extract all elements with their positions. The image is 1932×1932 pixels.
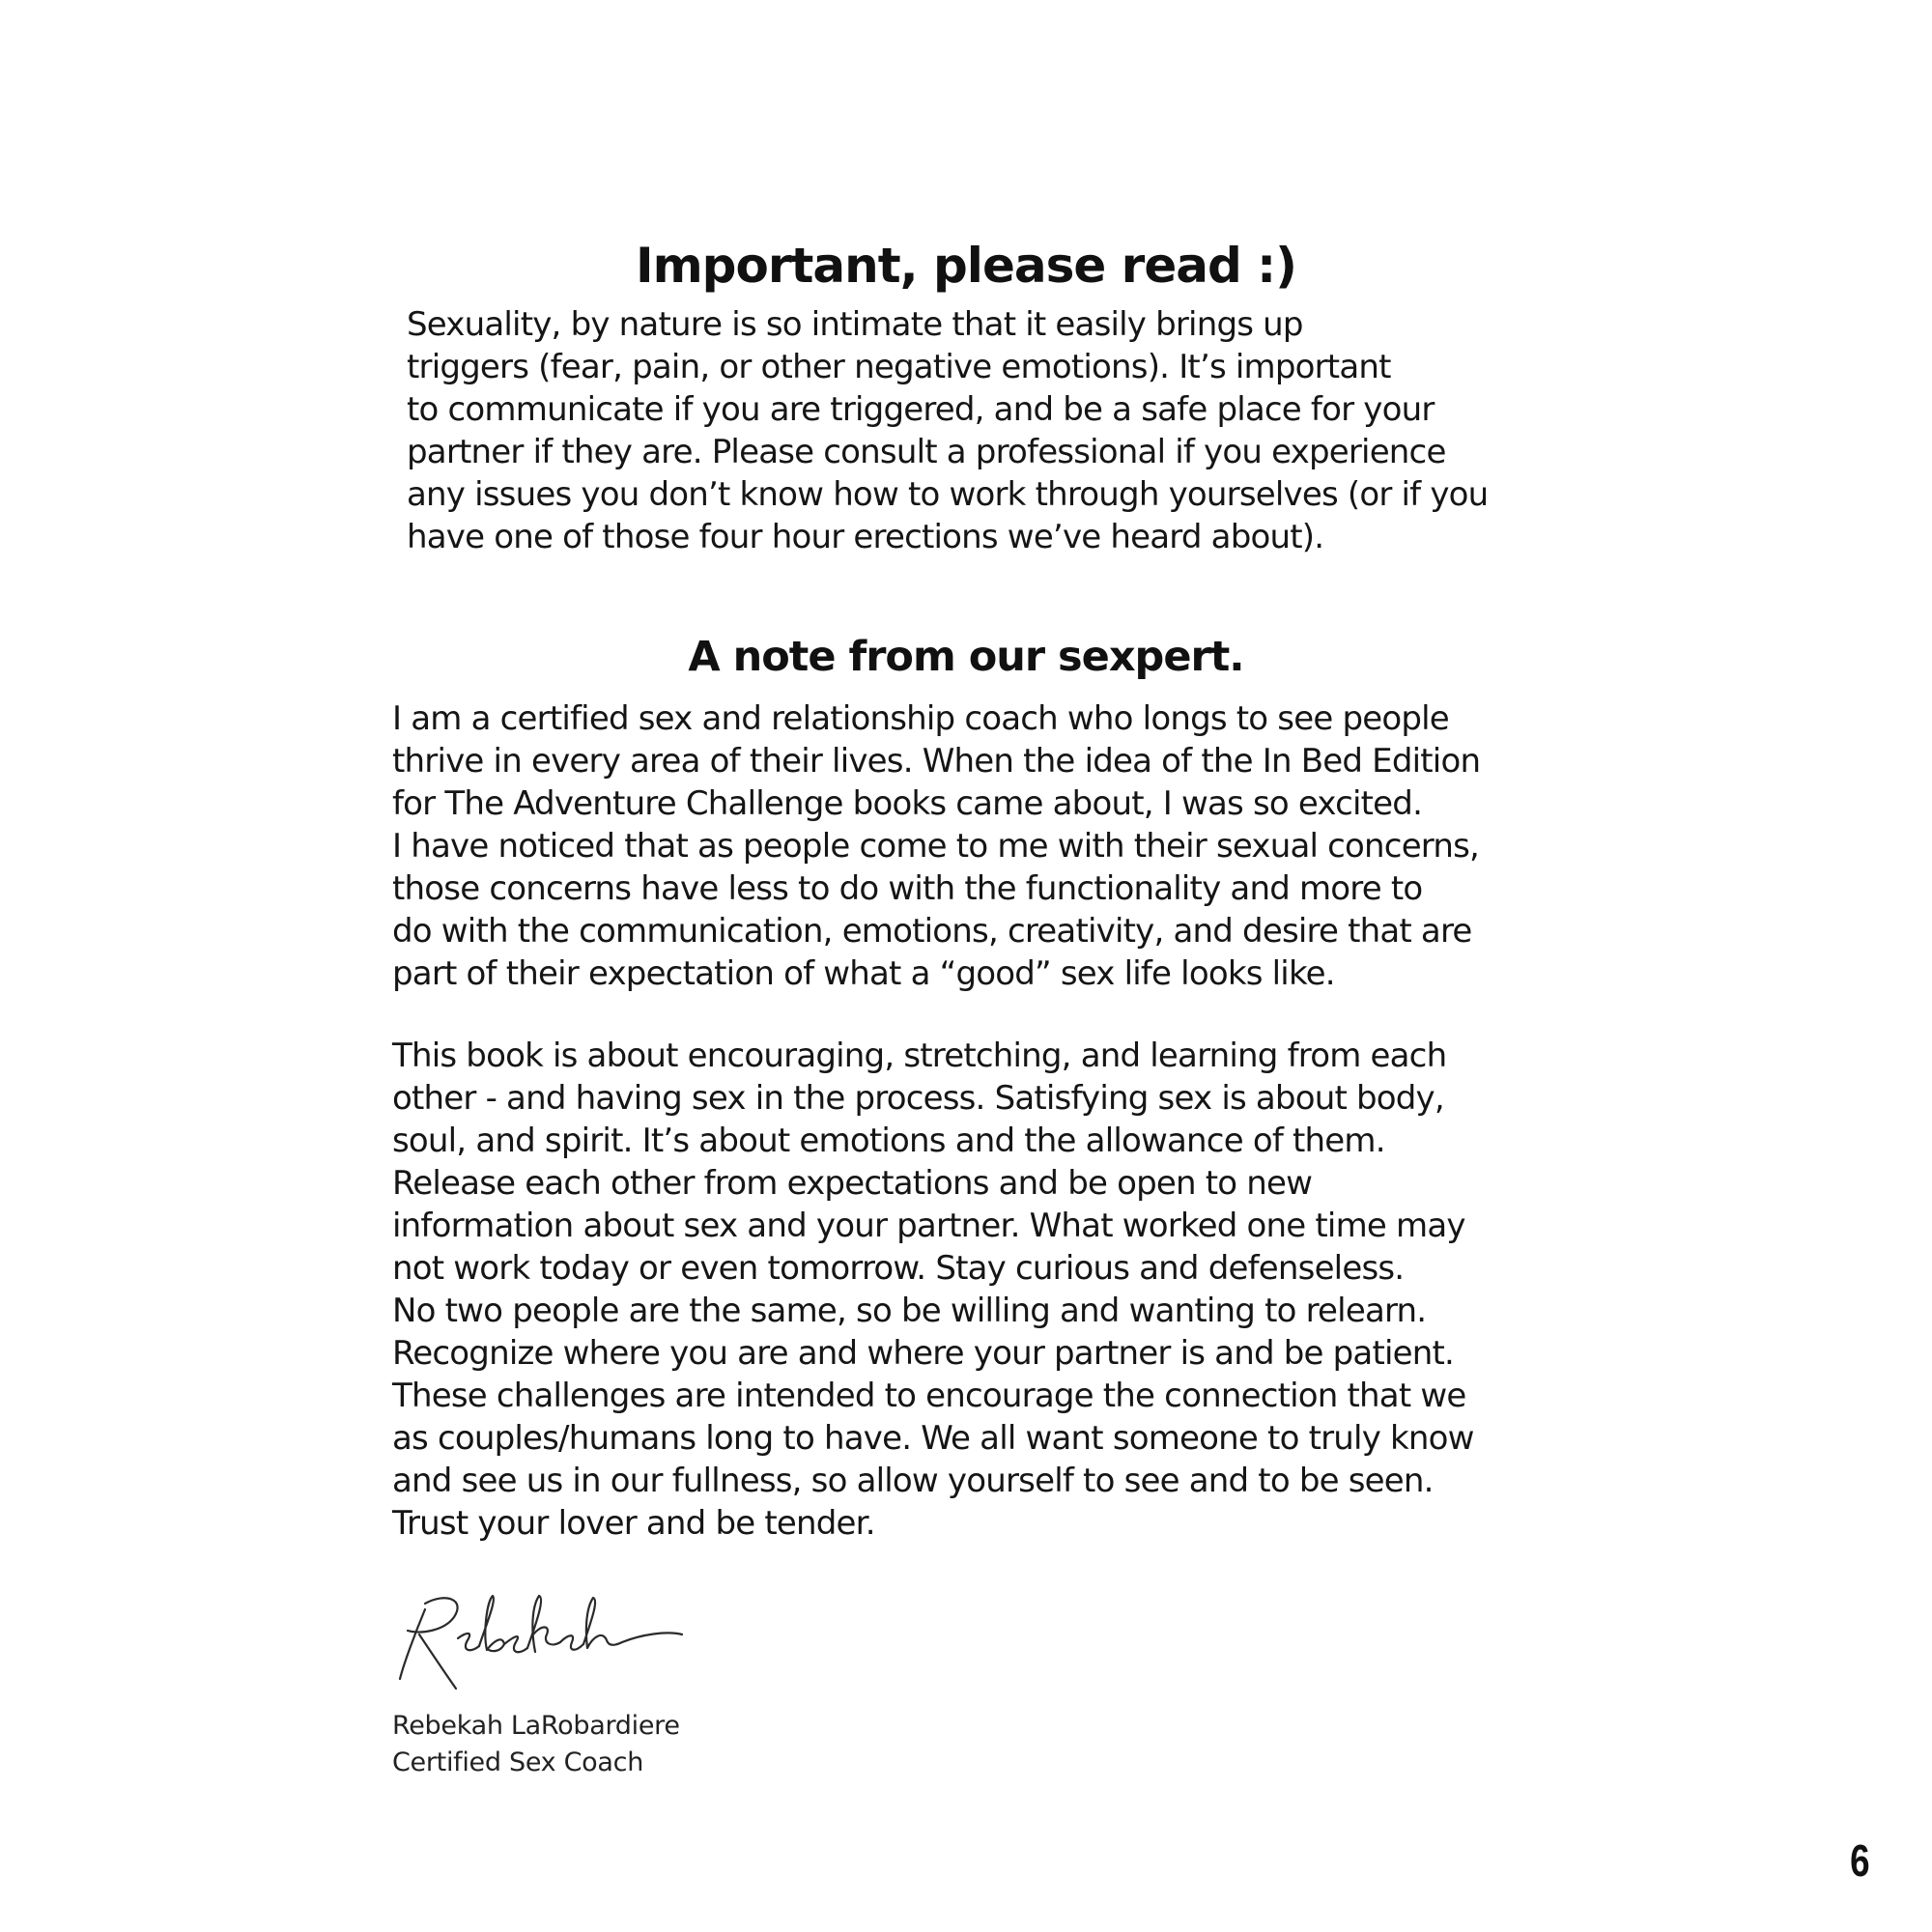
note-line: do with the communication, emotions, creativity, and desire that are <box>392 912 1472 951</box>
important-body <box>407 303 1488 558</box>
important-line: triggers (fear, pain, or other negative emotions). It’s important <box>407 348 1391 386</box>
note-line: as couples/humans long to have. We all want someone to truly know <box>392 1419 1474 1458</box>
note-line: No two people are the same, so be willing and wanting to relearn. <box>392 1292 1427 1330</box>
page-number: 6 <box>1850 1835 1870 1886</box>
note-paragraph-2 <box>392 1035 1474 1545</box>
note-line: information about sex and your partner. What worked one time may <box>392 1207 1465 1245</box>
signer-block <box>392 1708 680 1781</box>
note-line: This book is about encouraging, stretching, and learning from each <box>392 1037 1447 1075</box>
important-line: Sexuality, by nature is so intimate that it easily brings up <box>407 305 1303 344</box>
note-line: part of their expectation of what a “good” sex life looks like. <box>392 954 1335 993</box>
important-line: partner if they are. Please consult a professional if you experience <box>407 433 1446 471</box>
note-line: Recognize where you are and where your partner is and be patient. <box>392 1334 1455 1373</box>
important-heading: Important, please read :) <box>635 238 1297 294</box>
note-line: I am a certified sex and relationship coach who longs to see people <box>392 699 1449 738</box>
note-line: Release each other from expectations and be open to new <box>392 1164 1313 1203</box>
signer-name: Rebekah LaRobardiere <box>392 1711 680 1741</box>
note-line: and see us in our fullness, so allow yourself to see and to be seen. <box>392 1462 1434 1500</box>
important-line: to communicate if you are triggered, and be a safe place for your <box>407 390 1435 429</box>
note-line: not work today or even tomorrow. Stay curious and defenseless. <box>392 1249 1405 1288</box>
note-line: other - and having sex in the process. Satisfying sex is about body, <box>392 1079 1444 1118</box>
important-line: any issues you don’t know how to work through yourselves (or if you <box>407 475 1489 514</box>
note-line: thrive in every area of their lives. When the idea of the In Bed Edition <box>392 742 1481 781</box>
note-line: those concerns have less to do with the functionality and more to <box>392 869 1423 908</box>
handwritten-signature <box>386 1575 686 1700</box>
note-line: Trust your lover and be tender. <box>392 1504 875 1543</box>
note-line: soul, and spirit. It’s about emotions and the allowance of them. <box>392 1122 1385 1160</box>
note-heading: A note from our sexpert. <box>688 633 1244 681</box>
note-paragraph-1 <box>392 697 1480 995</box>
note-line: for The Adventure Challenge books came about, I was so excited. <box>392 784 1423 823</box>
note-line: I have noticed that as people come to me with their sexual concerns, <box>392 827 1480 866</box>
note-line: These challenges are intended to encourage the connection that we <box>392 1377 1466 1415</box>
important-line: have one of those four hour erections we’ve heard about). <box>407 518 1324 556</box>
signer-title: Certified Sex Coach <box>392 1747 644 1777</box>
